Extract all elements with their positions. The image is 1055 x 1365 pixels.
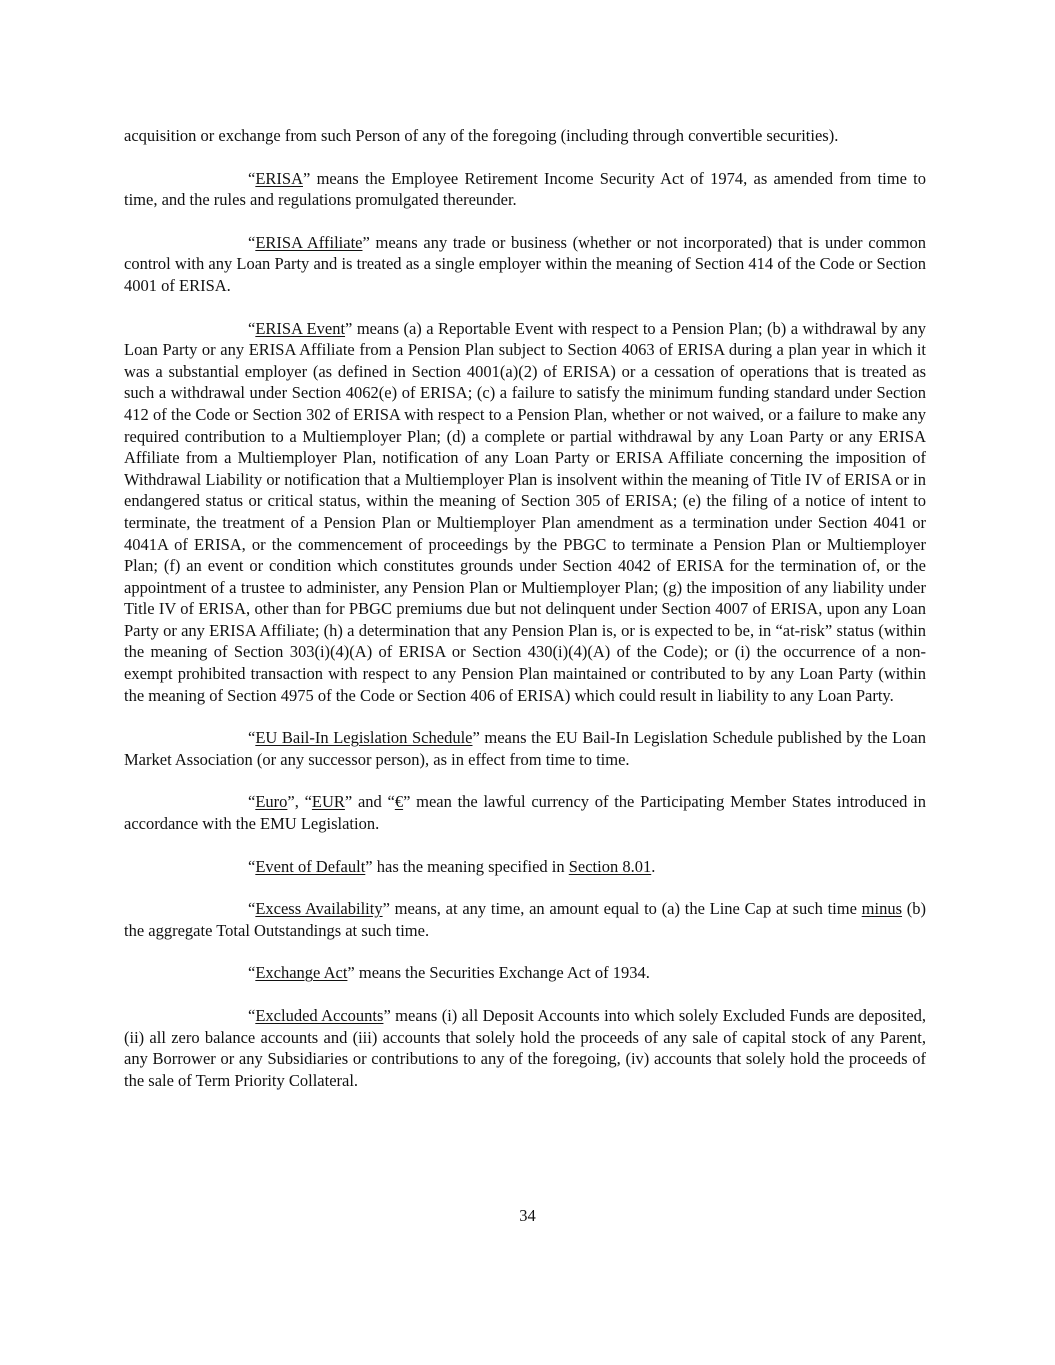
defined-term: EU Bail-In Legislation Schedule bbox=[255, 728, 473, 748]
text-run: “ bbox=[248, 318, 256, 338]
text-run: ” means the Employee Retirement Income Security Act of 1974, as amended from time to time, and the rules and regulations promulgated thereunder. bbox=[124, 168, 926, 210]
defined-term: Exchange Act bbox=[255, 963, 348, 983]
defined-term: Euro bbox=[255, 792, 288, 812]
text-run: “ bbox=[248, 963, 256, 983]
text-run: “ bbox=[248, 232, 256, 252]
text-run: ” means (i) all Deposit Accounts into which solely Excluded Funds are deposited, (ii) all zero balance accounts and (iii) accounts that solely hold the proceeds of any sale of capital stock of any Parent, any Borrower or any Subsidiaries or contributions to any of the foregoing, (iv) accounts that solely hold the proceeds of the sale of Term Priority Collateral. bbox=[124, 1006, 927, 1090]
defined-term: Excluded Accounts bbox=[255, 1006, 384, 1025]
text-run: ” means the Securities Exchange Act of 1934. bbox=[347, 963, 650, 983]
text-run: (b) the aggregate Total Outstandings at such time. bbox=[124, 899, 926, 940]
text-run: ” means any trade or business (whether or not incorporated) that is under common control with any Loan Party and is treated as a single employer within the meaning of Section 414 of the Code or Section 4001 of ERISA. bbox=[124, 232, 926, 295]
page-body bbox=[124, 125, 926, 1112]
definition-exchange-act bbox=[124, 962, 926, 984]
defined-term: ERISA Affiliate bbox=[255, 232, 363, 252]
text-run: ” has the meaning specified in bbox=[365, 856, 569, 876]
defined-term: ERISA bbox=[255, 168, 303, 188]
defined-term: Excess Availability bbox=[255, 899, 383, 919]
text-run: “ bbox=[248, 856, 256, 876]
definition-erisa bbox=[124, 168, 926, 211]
text-run: . bbox=[651, 856, 656, 876]
defined-term: € bbox=[394, 792, 404, 812]
defined-term: minus bbox=[861, 899, 902, 919]
text-run: “ bbox=[248, 1006, 256, 1025]
text-run: ” and “ bbox=[344, 792, 395, 812]
defined-term: Section 8.01 bbox=[568, 856, 652, 876]
definition-event-of-default bbox=[124, 856, 926, 878]
definition-erisa-event bbox=[124, 318, 926, 707]
text-run: ”, “ bbox=[287, 792, 312, 812]
text-run: ” mean the lawful currency of the Participating Member States introduced in accordance with the EMU Legislation. bbox=[124, 792, 926, 834]
page-number: 34 bbox=[519, 1206, 536, 1225]
definition-excess-availability bbox=[124, 898, 926, 941]
defined-term: ERISA Event bbox=[255, 318, 346, 338]
text-run: acquisition or exchange from such Person of any of the foregoing (including through convertible securities). bbox=[124, 126, 839, 145]
text-run: “ bbox=[248, 899, 256, 919]
definition-erisa-affiliate bbox=[124, 232, 926, 297]
paragraph-continuation bbox=[124, 125, 926, 147]
text-run: ” means, at any time, an amount equal to (a) the Line Cap at such time bbox=[382, 899, 862, 919]
text-run: “ bbox=[248, 168, 256, 188]
definition-eu-bail-in-legislation-schedule bbox=[124, 727, 926, 770]
definition-excluded-accounts bbox=[124, 1005, 926, 1091]
defined-term: Event of Default bbox=[255, 856, 366, 876]
text-run: ” means (a) a Reportable Event with respect to a Pension Plan; (b) a withdrawal by any Loan Party or any ERISA Affiliate from a Pension Plan subject to Section 4063 of ERISA during a plan year in which it was a substantial employer (as defined in Section 4001(a)(2) of ERISA) or a cessation of operations that is treated as such a withdrawal under Section 4062(e) of ERISA; (c) a failure to satisfy the minimum funding standard under Section 412 of the Code or Section 302 of ERISA with respect to a Pension Plan, whether or not waived, or a failure to make any required contribution to a Multiemployer Plan; (d) a complete or partial withdrawal by any Loan Party or any ERISA Affiliate from a Multiemployer Plan, notification of any Loan Party or ERISA Affiliate concerning the imposition of Withdrawal Liability or notification that a Multiemployer Plan is insolvent within the meaning of Title IV of ERISA or in endangered status or critical status, within the meaning of Section 305 of ERISA; (e) the filing of a notice of intent to terminate, the treatment of a Pension Plan or Multiemployer Plan amendment as a termination under Section 4041 or 4041A of ERISA, or the commencement of proceedings by the PBGC to terminate a Pension Plan or Multiemployer Plan; (f) an event or condition which constitutes grounds under Section 4042 of ERISA for the termination of, or the appointment of a trustee to administer, any Pension Plan or Multiemployer Plan; (g) the imposition of any liability under Title IV of ERISA, other than for PBGC premiums due but not delinquent under Section 4007 of ERISA, upon any Loan Party or any ERISA Affiliate; (h) a determination that any Pension Plan is, or is expected to be, in “at-risk” status (within the meaning of Section 303(i)(4)(A) of ERISA or Section 430(i)(4)(A) of the Code); or (i) the occurrence of a non-exempt prohibited transaction with respect to any Pension Plan maintained or contributed to by any Loan Party (within the meaning of Section 4975 of the Code or Section 406 of ERISA) which could result in liability to any Loan Party. bbox=[124, 318, 926, 705]
text-run: “ bbox=[248, 728, 256, 748]
definition-euro bbox=[124, 791, 926, 834]
text-run: ” means the EU Bail-In Legislation Schedule published by the Loan Market Association (or any successor person), as in effect from time to time. bbox=[124, 728, 926, 769]
text-run: “ bbox=[248, 792, 256, 812]
defined-term: EUR bbox=[311, 792, 345, 812]
